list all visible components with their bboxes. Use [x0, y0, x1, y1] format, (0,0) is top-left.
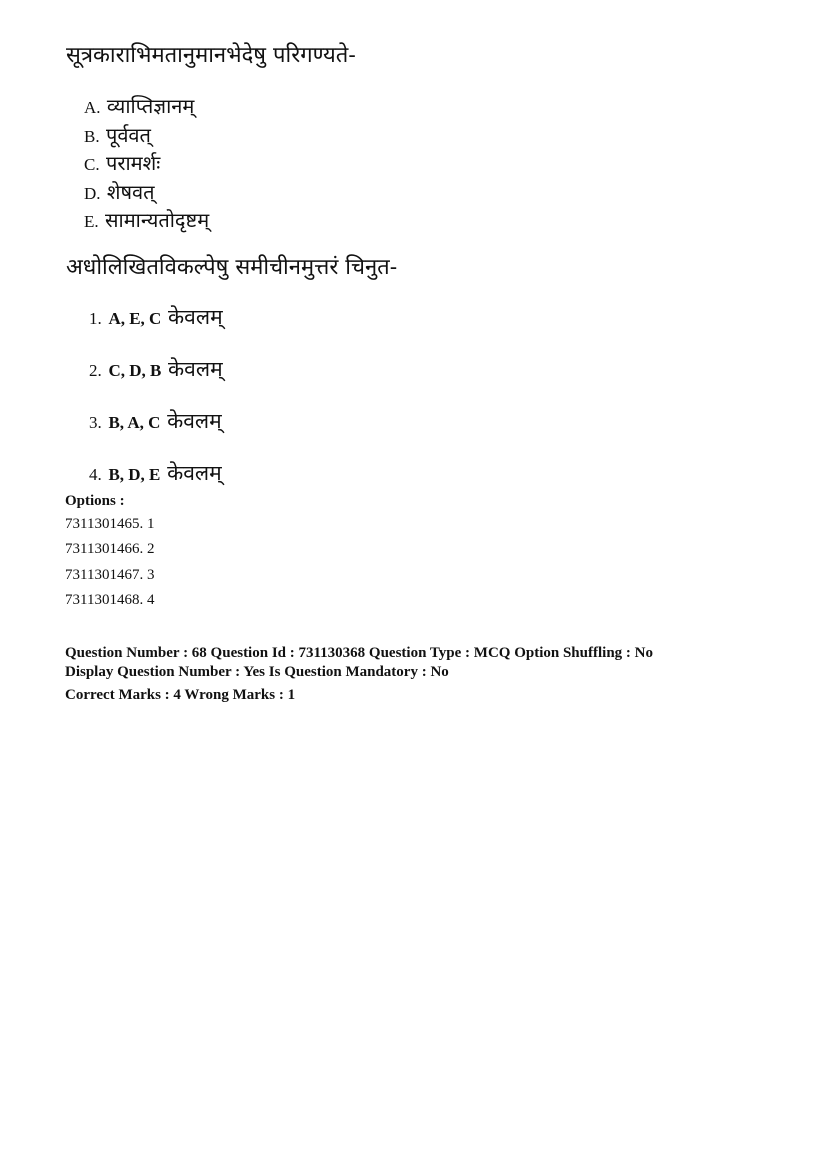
- choice-number: 1.: [89, 309, 102, 328]
- statement-item: [84, 92, 209, 121]
- option-id-list: [65, 514, 154, 615]
- statement-text: शेषवत्: [106, 179, 155, 204]
- statement-text: सामान्यतोदृष्टम्: [105, 208, 210, 232]
- statement-key: D.: [84, 183, 101, 203]
- choice-number: 3.: [89, 413, 102, 432]
- statement-item: [84, 121, 209, 150]
- choice-number: 4.: [89, 465, 102, 484]
- option-id-row: 7311301465. 1: [65, 516, 155, 532]
- choice-suffix: केवलम्: [167, 409, 222, 433]
- choice-list: [89, 300, 223, 508]
- choice-letters: A, E, C: [108, 309, 162, 328]
- question-title: सूत्रकाराभिमतानुमानभेदेषु परिगण्यते-: [66, 43, 356, 68]
- option-id-row: 7311301467. 3: [65, 566, 155, 583]
- options-label: Options :: [65, 493, 125, 509]
- statement-key: A.: [84, 98, 101, 117]
- statement-item: [84, 149, 209, 178]
- choice-suffix: केवलम्: [167, 461, 222, 485]
- statement-item: [84, 206, 209, 235]
- statement-item: [84, 178, 209, 207]
- statement-key: E.: [84, 212, 99, 231]
- choice-letters: B, D, E: [108, 465, 161, 484]
- statement-list: [84, 92, 209, 235]
- question-meta-line-1: Question Number : 68 Question Id : 731130368 Question Type : MCQ Option Shuffling : No: [65, 645, 653, 661]
- option-id-row: 7311301468. 4: [65, 591, 155, 608]
- question-meta-line-2: Display Question Number : Yes Is Question Mandatory : No: [65, 664, 449, 680]
- choice-item: [89, 404, 223, 456]
- statement-text: पूर्ववत्: [105, 122, 151, 147]
- statement-key: C.: [84, 155, 100, 174]
- question-instruction: अधोलिखितविकल्पेषु समीचीनमुत्तरं चिनुत-: [66, 255, 398, 280]
- statement-key: B.: [84, 126, 100, 146]
- option-id-row: 7311301466. 2: [65, 541, 155, 558]
- choice-number: 2.: [89, 361, 102, 380]
- choice-suffix: केवलम्: [168, 305, 223, 329]
- question-meta-line-3: Correct Marks : 4 Wrong Marks : 1: [65, 687, 296, 703]
- choice-item: [89, 300, 223, 352]
- choice-letters: B, A, C: [108, 413, 161, 432]
- choice-suffix: केवलम्: [168, 357, 223, 381]
- statement-text: परामर्शः: [105, 151, 161, 175]
- choice-letters: C, D, B: [108, 361, 162, 380]
- statement-text: व्याप्तिज्ञानम्: [106, 94, 195, 118]
- choice-item: [89, 352, 223, 404]
